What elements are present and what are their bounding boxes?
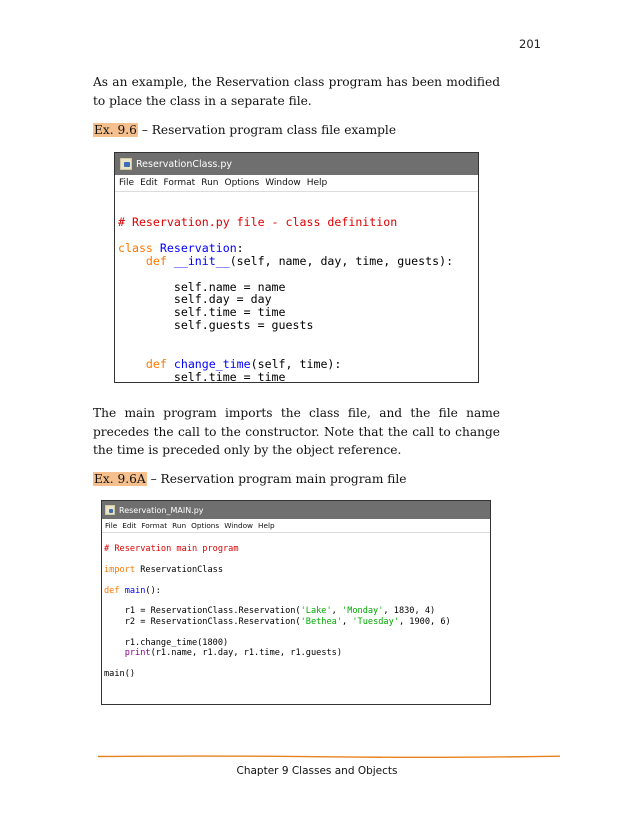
menu-edit[interactable]: Edit bbox=[140, 178, 158, 188]
window-title: Reservation_MAIN.py bbox=[119, 505, 204, 515]
code-line: class Reservation: bbox=[118, 240, 244, 255]
intro-paragraph: As an example, the Reservation class program has been modified to place the class in a separate file. bbox=[93, 75, 500, 108]
window-titlebar[interactable] bbox=[115, 153, 478, 175]
code-line: def main(): bbox=[104, 585, 161, 596]
window-title: ReservationClass.py bbox=[136, 158, 233, 170]
window-titlebar[interactable] bbox=[102, 501, 490, 519]
menu-edit[interactable]: Edit bbox=[122, 521, 137, 530]
page-number: 201 bbox=[519, 37, 541, 51]
menu-options[interactable]: Options bbox=[191, 521, 220, 530]
menu-file[interactable]: File bbox=[105, 521, 118, 530]
python-file-icon bbox=[105, 505, 115, 515]
example-label: Ex. 9.6A bbox=[94, 472, 146, 486]
code-line: self.time = time bbox=[118, 305, 286, 320]
middle-paragraph: The main program imports the class file, and the file name precedes the call to the constructor. Note that the call to change the time is preceded only by the object reference. bbox=[93, 406, 500, 457]
menu-help[interactable]: Help bbox=[306, 178, 328, 188]
code-line: self.day = day bbox=[118, 292, 272, 307]
example-caption-2 bbox=[93, 470, 407, 488]
code-line: self.time = time bbox=[118, 369, 286, 383]
example-caption-text: – Reservation program class file example bbox=[137, 123, 397, 137]
code-line: def __init__(self, name, day, time, guests): bbox=[145, 253, 454, 268]
example-caption-1 bbox=[93, 121, 396, 139]
code-line: print(r1.name, r1.day, r1.time, r1.guests) bbox=[124, 648, 343, 659]
idle-editor-window-class bbox=[114, 152, 479, 383]
code-editor[interactable] bbox=[102, 533, 490, 679]
menu-window[interactable]: Window bbox=[265, 178, 301, 188]
footer-rule bbox=[98, 755, 560, 756]
code-line: main() bbox=[104, 668, 136, 679]
code-line: # Reservation main program bbox=[104, 544, 239, 554]
menu-run[interactable]: Run bbox=[201, 178, 219, 188]
menu-window[interactable]: Window bbox=[224, 521, 254, 530]
menu-bar bbox=[102, 519, 490, 533]
code-line: r1.change_time(1800) bbox=[104, 637, 229, 648]
menu-help[interactable]: Help bbox=[258, 521, 275, 530]
example-label: Ex. 9.6 bbox=[94, 123, 137, 137]
example-caption-text: – Reservation program main program file bbox=[146, 472, 407, 486]
code-line: def change_time(self, time): bbox=[145, 356, 342, 371]
menu-bar bbox=[115, 175, 478, 192]
menu-format[interactable]: Format bbox=[163, 178, 196, 188]
idle-editor-window-main bbox=[101, 500, 491, 705]
code-line: # Reservation.py file - class definition bbox=[118, 215, 398, 229]
code-line: r1 = ReservationClass.Reservation('Lake', 'Monday', 1830, 4) bbox=[104, 606, 436, 617]
code-editor[interactable] bbox=[115, 192, 478, 383]
menu-file[interactable]: File bbox=[119, 178, 135, 188]
python-file-icon bbox=[120, 158, 132, 170]
menu-run[interactable]: Run bbox=[172, 521, 187, 530]
code-line: r2 = ReservationClass.Reservation('Bethea', 'Tuesday', 1900, 6) bbox=[104, 616, 451, 627]
code-line: self.name = name bbox=[118, 279, 286, 294]
code-line: self.guests = guests bbox=[118, 318, 314, 333]
code-line: import ReservationClass bbox=[104, 564, 224, 575]
menu-format[interactable]: Format bbox=[141, 521, 168, 530]
footer-chapter-title: Chapter 9 Classes and Objects bbox=[236, 765, 398, 777]
menu-options[interactable]: Options bbox=[224, 178, 260, 188]
